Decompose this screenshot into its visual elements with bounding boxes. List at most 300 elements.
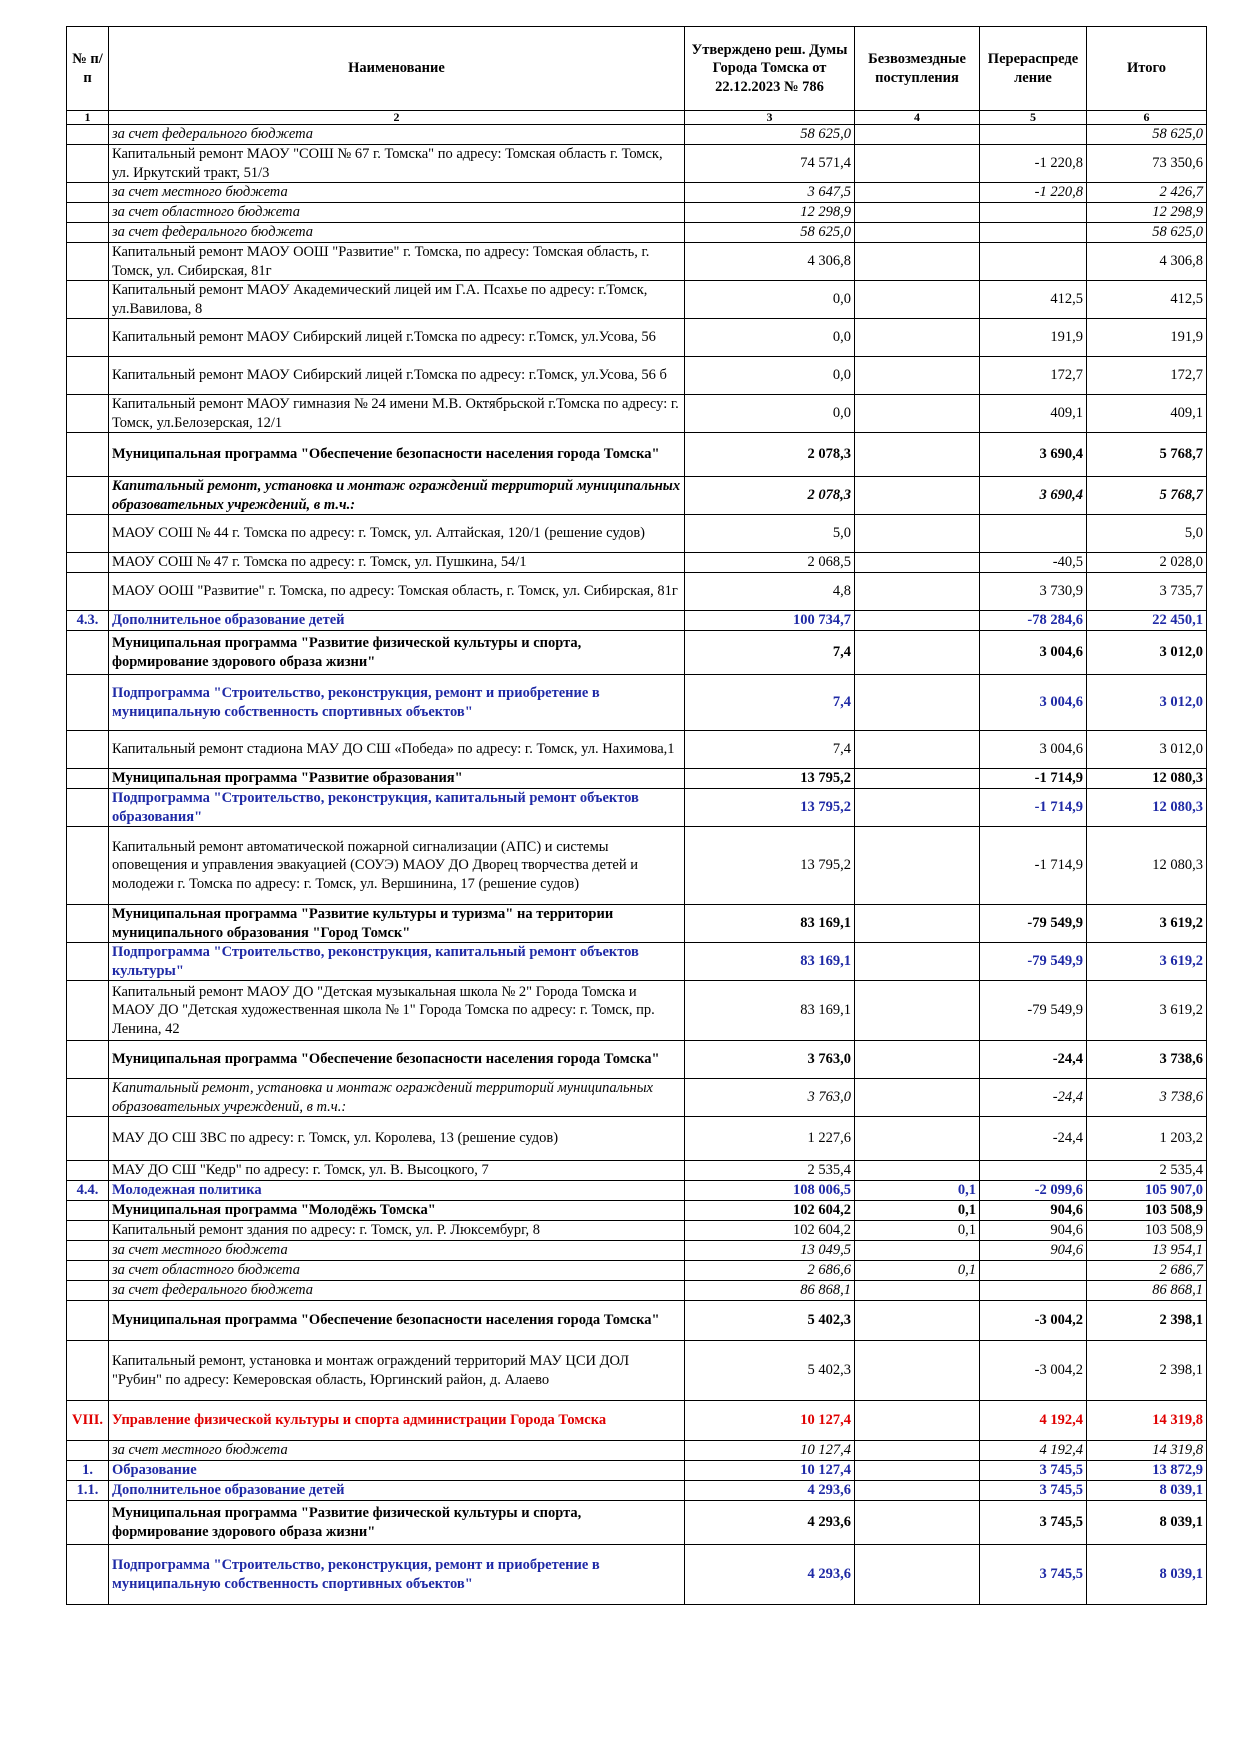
row-name: за счет федерального бюджета (109, 1281, 685, 1301)
approved-value: 2 686,6 (685, 1261, 855, 1281)
redistribution-value: 191,9 (980, 319, 1087, 357)
redistribution-value: -79 549,9 (980, 943, 1087, 981)
row-name: МАОУ ООШ "Развитие" г. Томска, по адресу: Томская область, г. Томск, ул. Сибирская, 81г (109, 573, 685, 611)
total-value: 2 398,1 (1087, 1301, 1207, 1341)
table-row (67, 1261, 1207, 1281)
approved-value: 13 795,2 (685, 827, 855, 905)
row-name: за счет областного бюджета (109, 1261, 685, 1281)
row-name: Капитальный ремонт, установка и монтаж ограждений территорий МАУ ЦСИ ДОЛ "Рубин" по адресу: Кемеровская область, Юргинский район, д. Алаево (109, 1341, 685, 1401)
table-row (67, 573, 1207, 611)
redistribution-value: 3 004,6 (980, 675, 1087, 731)
row-name: Подпрограмма "Строительство, реконструкция, ремонт и приобретение в муниципальную собственность спортивных объектов" (109, 1545, 685, 1605)
redistribution-value: -2 099,6 (980, 1181, 1087, 1201)
approved-value: 83 169,1 (685, 905, 855, 943)
row-name: Муниципальная программа "Развитие физической культуры и спорта, формирование здорового образа жизни" (109, 631, 685, 675)
approved-value: 12 298,9 (685, 203, 855, 223)
table-row (67, 145, 1207, 183)
redistribution-value: -78 284,6 (980, 611, 1087, 631)
row-number (67, 1341, 109, 1401)
table-row (67, 183, 1207, 203)
approved-value: 4 293,6 (685, 1545, 855, 1605)
total-value: 409,1 (1087, 395, 1207, 433)
table-row (67, 1545, 1207, 1605)
total-value: 12 080,3 (1087, 827, 1207, 905)
row-name: Муниципальная программа "Развитие образования" (109, 769, 685, 789)
row-number (67, 1501, 109, 1545)
row-name: Муниципальная программа "Обеспечение безопасности населения города Томска" (109, 1041, 685, 1079)
table-row (67, 1501, 1207, 1545)
row-number (67, 1041, 109, 1079)
free-receipts-value (855, 827, 980, 905)
approved-value: 4 293,6 (685, 1501, 855, 1545)
approved-value: 1 227,6 (685, 1117, 855, 1161)
approved-value: 2 078,3 (685, 433, 855, 477)
total-value: 105 907,0 (1087, 1181, 1207, 1201)
free-receipts-value (855, 631, 980, 675)
approved-value: 83 169,1 (685, 943, 855, 981)
row-name: Подпрограмма "Строительство, реконструкция, ремонт и приобретение в муниципальную собственность спортивных объектов" (109, 675, 685, 731)
approved-value: 3 763,0 (685, 1079, 855, 1117)
row-name: Капитальный ремонт МАОУ Сибирский лицей г.Томска по адресу: г.Томск, ул.Усова, 56 б (109, 357, 685, 395)
table-body (67, 125, 1207, 1605)
free-receipts-value (855, 1501, 980, 1545)
table-row (67, 395, 1207, 433)
free-receipts-value (855, 573, 980, 611)
row-number: 4.3. (67, 611, 109, 631)
table-row (67, 1117, 1207, 1161)
redistribution-value: -79 549,9 (980, 981, 1087, 1041)
approved-value: 5 402,3 (685, 1341, 855, 1401)
approved-value: 2 078,3 (685, 477, 855, 515)
free-receipts-value (855, 1441, 980, 1461)
redistribution-value: -24,4 (980, 1079, 1087, 1117)
row-number (67, 515, 109, 553)
redistribution-value: -40,5 (980, 553, 1087, 573)
free-receipts-value (855, 1401, 980, 1441)
free-receipts-value (855, 319, 980, 357)
row-name: Капитальный ремонт МАОУ гимназия № 24 имени М.В. Октябрьской г.Томска по адресу: г. Томск, ул.Белозерская, 12/1 (109, 395, 685, 433)
row-number (67, 631, 109, 675)
approved-value: 0,0 (685, 357, 855, 395)
free-receipts-value (855, 731, 980, 769)
total-value: 2 535,4 (1087, 1161, 1207, 1181)
redistribution-value: 3 004,6 (980, 731, 1087, 769)
free-receipts-value (855, 769, 980, 789)
row-name: Управление физической культуры и спорта администрации Города Томска (109, 1401, 685, 1441)
total-value: 3 738,6 (1087, 1041, 1207, 1079)
row-name: Капитальный ремонт МАОУ Академический лицей им Г.А. Псахье по адресу: г.Томск, ул.Вавилова, 8 (109, 281, 685, 319)
total-value: 2 426,7 (1087, 183, 1207, 203)
row-name: МАОУ СОШ № 47 г. Томска по адресу: г. Томск, ул. Пушкина, 54/1 (109, 553, 685, 573)
approved-value: 108 006,5 (685, 1181, 855, 1201)
table-row (67, 319, 1207, 357)
free-receipts-value (855, 515, 980, 553)
approved-value: 13 795,2 (685, 789, 855, 827)
row-number (67, 433, 109, 477)
row-number (67, 1201, 109, 1221)
row-number (67, 675, 109, 731)
free-receipts-value (855, 1117, 980, 1161)
total-value: 1 203,2 (1087, 1117, 1207, 1161)
row-number (67, 905, 109, 943)
row-number (67, 183, 109, 203)
total-value: 8 039,1 (1087, 1545, 1207, 1605)
approved-value: 100 734,7 (685, 611, 855, 631)
row-name: Дополнительное образование детей (109, 1481, 685, 1501)
table-row (67, 1041, 1207, 1079)
total-value: 12 080,3 (1087, 789, 1207, 827)
total-value: 191,9 (1087, 319, 1207, 357)
table-row (67, 905, 1207, 943)
redistribution-value (980, 203, 1087, 223)
table-row (67, 1181, 1207, 1201)
row-name: Капитальный ремонт, установка и монтаж ограждений территорий муниципальных образовательных учреждений, в т.ч.: (109, 1079, 685, 1117)
row-name: Муниципальная программа "Развитие физической культуры и спорта, формирование здорового образа жизни" (109, 1501, 685, 1545)
free-receipts-value: 0,1 (855, 1261, 980, 1281)
table-row (67, 433, 1207, 477)
row-name: Капитальный ремонт автоматической пожарной сигнализации (АПС) и системы оповещения и управления эвакуацией (СОУЭ) МАОУ ДО Дворец творчества детей и молодежи г. Томска по адресу: г. Томск, ул. Вершинина, 17 (решение судов) (109, 827, 685, 905)
row-name: Образование (109, 1461, 685, 1481)
row-number (67, 943, 109, 981)
table-row (67, 125, 1207, 145)
redistribution-value: 3 745,5 (980, 1481, 1087, 1501)
row-name: Капитальный ремонт, установка и монтаж ограждений территорий муниципальных образовательных учреждений, в т.ч.: (109, 477, 685, 515)
total-value: 5 768,7 (1087, 477, 1207, 515)
row-number (67, 1161, 109, 1181)
row-name: Муниципальная программа "Обеспечение безопасности населения города Томска" (109, 433, 685, 477)
row-number (67, 1117, 109, 1161)
redistribution-value (980, 223, 1087, 243)
approved-value: 0,0 (685, 319, 855, 357)
row-number (67, 243, 109, 281)
row-number (67, 203, 109, 223)
total-value: 13 954,1 (1087, 1241, 1207, 1261)
approved-value: 3 647,5 (685, 183, 855, 203)
redistribution-value: -1 220,8 (980, 145, 1087, 183)
table-row (67, 1079, 1207, 1117)
total-value: 58 625,0 (1087, 223, 1207, 243)
total-value: 103 508,9 (1087, 1201, 1207, 1221)
total-value: 5 768,7 (1087, 433, 1207, 477)
total-value: 58 625,0 (1087, 125, 1207, 145)
redistribution-value: 4 192,4 (980, 1441, 1087, 1461)
approved-value: 2 535,4 (685, 1161, 855, 1181)
row-name: Молодежная политика (109, 1181, 685, 1201)
free-receipts-value (855, 553, 980, 573)
row-name: МАОУ СОШ № 44 г. Томска по адресу: г. Томск, ул. Алтайская, 120/1 (решение судов) (109, 515, 685, 553)
table-row (67, 553, 1207, 573)
row-number (67, 1441, 109, 1461)
table-row (67, 769, 1207, 789)
row-name: за счет местного бюджета (109, 1441, 685, 1461)
free-receipts-value (855, 943, 980, 981)
redistribution-value (980, 1161, 1087, 1181)
row-number (67, 1241, 109, 1261)
table-row (67, 203, 1207, 223)
redistribution-value: -3 004,2 (980, 1341, 1087, 1401)
free-receipts-value (855, 223, 980, 243)
approved-value: 102 604,2 (685, 1201, 855, 1221)
free-receipts-value (855, 281, 980, 319)
table-row (67, 1341, 1207, 1401)
total-value: 3 735,7 (1087, 573, 1207, 611)
header-col-redistribution: Перераспреде ление (980, 27, 1087, 111)
row-number (67, 1261, 109, 1281)
row-name: Подпрограмма "Строительство, реконструкция, капитальный ремонт объектов культуры" (109, 943, 685, 981)
approved-value: 58 625,0 (685, 223, 855, 243)
row-number (67, 125, 109, 145)
row-number: VIII. (67, 1401, 109, 1441)
total-value: 86 868,1 (1087, 1281, 1207, 1301)
free-receipts-value (855, 433, 980, 477)
row-number (67, 477, 109, 515)
row-number: 4.4. (67, 1181, 109, 1201)
redistribution-value: -24,4 (980, 1041, 1087, 1079)
row-name: Муниципальная программа "Обеспечение безопасности населения города Томска" (109, 1301, 685, 1341)
header-col-total: Итого (1087, 27, 1207, 111)
table-row (67, 1221, 1207, 1241)
table-row (67, 477, 1207, 515)
redistribution-value (980, 125, 1087, 145)
row-name: за счет местного бюджета (109, 183, 685, 203)
row-number (67, 319, 109, 357)
approved-value: 13 049,5 (685, 1241, 855, 1261)
approved-value: 0,0 (685, 395, 855, 433)
table-row (67, 357, 1207, 395)
total-value: 22 450,1 (1087, 611, 1207, 631)
row-number: 1.1. (67, 1481, 109, 1501)
free-receipts-value (855, 1461, 980, 1481)
approved-value: 3 763,0 (685, 1041, 855, 1079)
header-col-free-receipts: Безвозмездные поступления (855, 27, 980, 111)
row-name: Муниципальная программа "Молодёжь Томска" (109, 1201, 685, 1221)
redistribution-value: 412,5 (980, 281, 1087, 319)
table-header-row (67, 27, 1207, 111)
free-receipts-value: 0,1 (855, 1181, 980, 1201)
approved-value: 83 169,1 (685, 981, 855, 1041)
table-row (67, 1441, 1207, 1461)
total-value: 8 039,1 (1087, 1501, 1207, 1545)
approved-value: 10 127,4 (685, 1441, 855, 1461)
free-receipts-value (855, 243, 980, 281)
row-name: Капитальный ремонт МАОУ ООШ "Развитие" г. Томска, по адресу: Томская область, г. Томск, ул. Сибирская, 81г (109, 243, 685, 281)
row-number (67, 573, 109, 611)
row-number (67, 553, 109, 573)
table-row (67, 1461, 1207, 1481)
approved-value: 7,4 (685, 675, 855, 731)
row-number (67, 981, 109, 1041)
approved-value: 86 868,1 (685, 1281, 855, 1301)
redistribution-value: 409,1 (980, 395, 1087, 433)
free-receipts-value (855, 1161, 980, 1181)
header-col-approved: Утверждено реш. Думы Города Томска от 22.12.2023 № 786 (685, 27, 855, 111)
row-number: 1. (67, 1461, 109, 1481)
total-value: 3 619,2 (1087, 981, 1207, 1041)
row-name: за счет местного бюджета (109, 1241, 685, 1261)
redistribution-value: 3 690,4 (980, 433, 1087, 477)
table-row (67, 223, 1207, 243)
total-value: 73 350,6 (1087, 145, 1207, 183)
table-row (67, 731, 1207, 769)
table-row (67, 281, 1207, 319)
redistribution-value (980, 243, 1087, 281)
row-number (67, 1079, 109, 1117)
table-row (67, 1281, 1207, 1301)
table-row (67, 1481, 1207, 1501)
free-receipts-value: 0,1 (855, 1221, 980, 1241)
free-receipts-value (855, 1545, 980, 1605)
free-receipts-value (855, 1241, 980, 1261)
redistribution-value: -1 220,8 (980, 183, 1087, 203)
table-row (67, 943, 1207, 981)
approved-value: 10 127,4 (685, 1401, 855, 1441)
row-number (67, 357, 109, 395)
free-receipts-value (855, 1481, 980, 1501)
free-receipts-value (855, 183, 980, 203)
table-row (67, 1201, 1207, 1221)
header-col-number: № п/п (67, 27, 109, 111)
free-receipts-value (855, 477, 980, 515)
free-receipts-value (855, 611, 980, 631)
table-row (67, 1161, 1207, 1181)
total-value: 3 738,6 (1087, 1079, 1207, 1117)
row-number (67, 769, 109, 789)
row-name: Капитальный ремонт здания по адресу: г. Томск, ул. Р. Люксембург, 8 (109, 1221, 685, 1241)
total-value: 2 686,7 (1087, 1261, 1207, 1281)
total-value: 3 619,2 (1087, 905, 1207, 943)
total-value: 12 298,9 (1087, 203, 1207, 223)
total-value: 13 872,9 (1087, 1461, 1207, 1481)
row-name: МАУ ДО СШ "Кедр" по адресу: г. Томск, ул. В. Высоцкого, 7 (109, 1161, 685, 1181)
column-number: 2 (109, 111, 685, 125)
redistribution-value: 4 192,4 (980, 1401, 1087, 1441)
total-value: 8 039,1 (1087, 1481, 1207, 1501)
approved-value: 102 604,2 (685, 1221, 855, 1241)
row-number (67, 223, 109, 243)
row-number (67, 1301, 109, 1341)
total-value: 14 319,8 (1087, 1441, 1207, 1461)
approved-value: 10 127,4 (685, 1461, 855, 1481)
row-number (67, 789, 109, 827)
redistribution-value: -1 714,9 (980, 827, 1087, 905)
table-row (67, 827, 1207, 905)
column-number: 4 (855, 111, 980, 125)
redistribution-value: -1 714,9 (980, 789, 1087, 827)
approved-value: 7,4 (685, 631, 855, 675)
approved-value: 2 068,5 (685, 553, 855, 573)
row-name: Капитальный ремонт стадиона МАУ ДО СШ «Победа» по адресу: г. Томск, ул. Нахимова,1 (109, 731, 685, 769)
free-receipts-value (855, 789, 980, 827)
row-number (67, 1545, 109, 1605)
total-value: 14 319,8 (1087, 1401, 1207, 1441)
redistribution-value: 904,6 (980, 1201, 1087, 1221)
table-row (67, 675, 1207, 731)
redistribution-value: 3 004,6 (980, 631, 1087, 675)
redistribution-value: -1 714,9 (980, 769, 1087, 789)
approved-value: 7,4 (685, 731, 855, 769)
free-receipts-value (855, 1341, 980, 1401)
free-receipts-value (855, 981, 980, 1041)
row-name: Муниципальная программа "Развитие культуры и туризма" на территории муниципального образования "Город Томск" (109, 905, 685, 943)
row-name: МАУ ДО СШ ЗВС по адресу: г. Томск, ул. Королева, 13 (решение судов) (109, 1117, 685, 1161)
redistribution-value (980, 1281, 1087, 1301)
row-number (67, 1221, 109, 1241)
table-row (67, 1401, 1207, 1441)
approved-value: 13 795,2 (685, 769, 855, 789)
row-number (67, 1281, 109, 1301)
free-receipts-value (855, 357, 980, 395)
row-name: Капитальный ремонт МАОУ "СОШ № 67 г. Томска" по адресу: Томская область г. Томск, ул. Иркутский тракт, 51/3 (109, 145, 685, 183)
row-number (67, 731, 109, 769)
row-number (67, 827, 109, 905)
redistribution-value: -79 549,9 (980, 905, 1087, 943)
column-number: 5 (980, 111, 1087, 125)
free-receipts-value (855, 1301, 980, 1341)
total-value: 2 398,1 (1087, 1341, 1207, 1401)
total-value: 12 080,3 (1087, 769, 1207, 789)
total-value: 3 012,0 (1087, 675, 1207, 731)
approved-value: 4 293,6 (685, 1481, 855, 1501)
table-row (67, 611, 1207, 631)
redistribution-value: -3 004,2 (980, 1301, 1087, 1341)
free-receipts-value: 0,1 (855, 1201, 980, 1221)
redistribution-value: 3 745,5 (980, 1501, 1087, 1545)
free-receipts-value (855, 1041, 980, 1079)
column-number: 1 (67, 111, 109, 125)
approved-value: 74 571,4 (685, 145, 855, 183)
table-row (67, 631, 1207, 675)
table-row (67, 515, 1207, 553)
table-row (67, 789, 1207, 827)
redistribution-value: 904,6 (980, 1241, 1087, 1261)
table-row (67, 1301, 1207, 1341)
row-name: Капитальный ремонт МАОУ Сибирский лицей г.Томска по адресу: г.Томск, ул.Усова, 56 (109, 319, 685, 357)
free-receipts-value (855, 1281, 980, 1301)
approved-value: 58 625,0 (685, 125, 855, 145)
redistribution-value: 3 690,4 (980, 477, 1087, 515)
total-value: 4 306,8 (1087, 243, 1207, 281)
row-number (67, 281, 109, 319)
column-number: 3 (685, 111, 855, 125)
free-receipts-value (855, 395, 980, 433)
redistribution-value: 3 730,9 (980, 573, 1087, 611)
redistribution-value (980, 1261, 1087, 1281)
total-value: 3 619,2 (1087, 943, 1207, 981)
approved-value: 4 306,8 (685, 243, 855, 281)
header-col-name: Наименование (109, 27, 685, 111)
row-number (67, 145, 109, 183)
row-name: Капитальный ремонт МАОУ ДО "Детская музыкальная школа № 2" Города Томска и МАОУ ДО "Детская художественная школа № 1" Города Томска по адресу: г. Томск, пр. Ленина, 42 (109, 981, 685, 1041)
total-value: 412,5 (1087, 281, 1207, 319)
approved-value: 5,0 (685, 515, 855, 553)
redistribution-value (980, 515, 1087, 553)
free-receipts-value (855, 145, 980, 183)
total-value: 103 508,9 (1087, 1221, 1207, 1241)
row-name: Подпрограмма "Строительство, реконструкция, капитальный ремонт объектов образования" (109, 789, 685, 827)
redistribution-value: 3 745,5 (980, 1461, 1087, 1481)
redistribution-value: 172,7 (980, 357, 1087, 395)
redistribution-value: 904,6 (980, 1221, 1087, 1241)
total-value: 5,0 (1087, 515, 1207, 553)
free-receipts-value (855, 905, 980, 943)
total-value: 2 028,0 (1087, 553, 1207, 573)
total-value: 172,7 (1087, 357, 1207, 395)
total-value: 3 012,0 (1087, 631, 1207, 675)
approved-value: 5 402,3 (685, 1301, 855, 1341)
column-number: 6 (1087, 111, 1207, 125)
redistribution-value: -24,4 (980, 1117, 1087, 1161)
column-number-row (67, 111, 1207, 125)
